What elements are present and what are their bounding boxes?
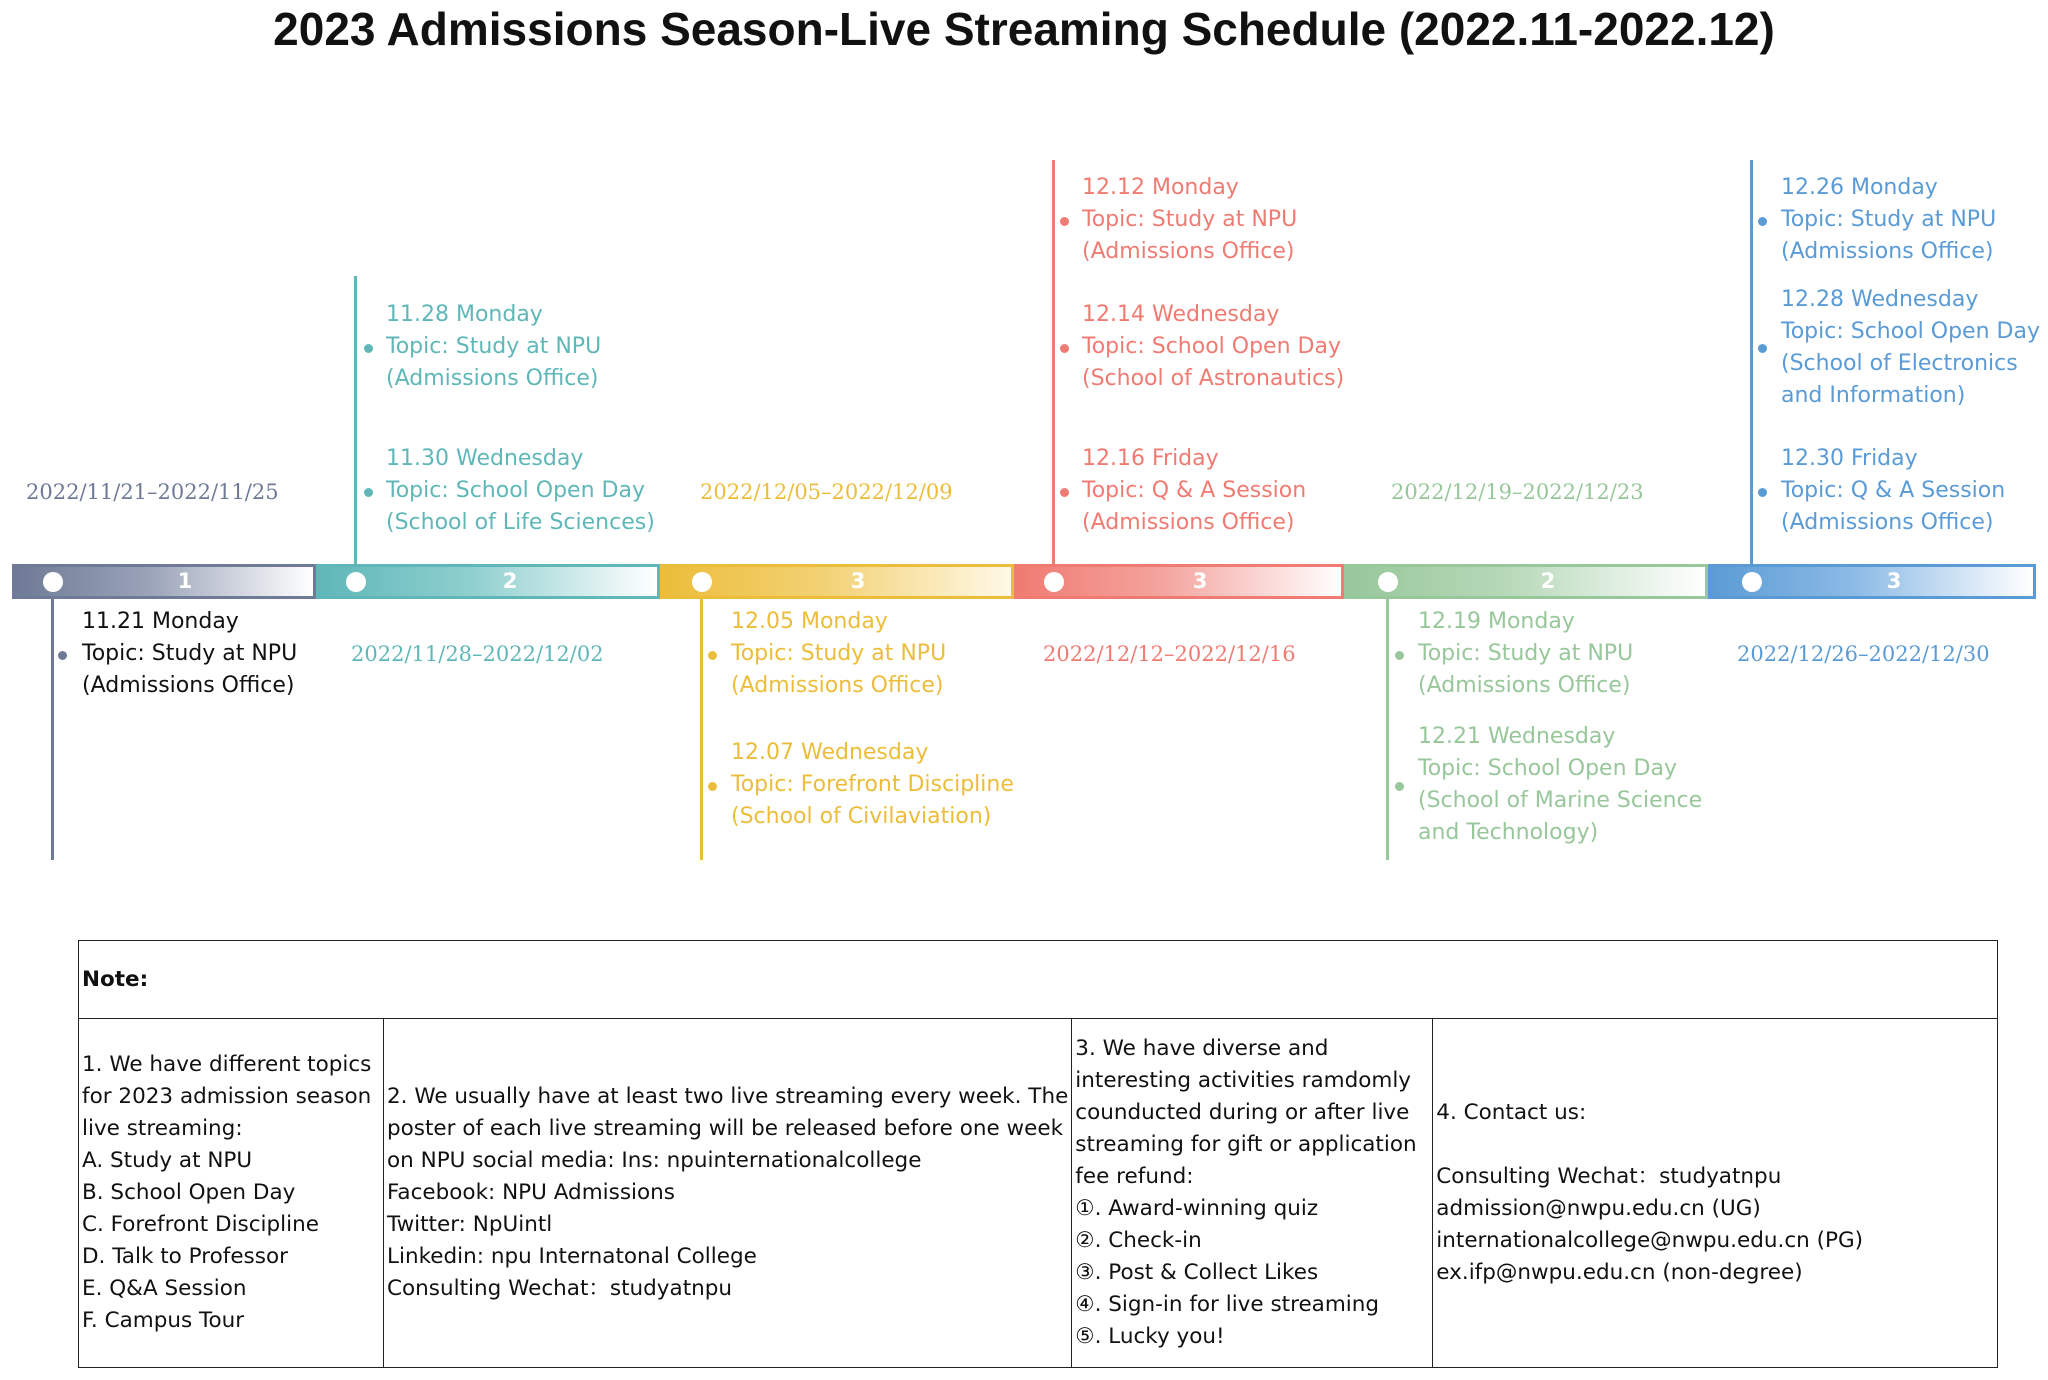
event-host: (Admissions Office) [82, 673, 295, 698]
note-line: live streaming: [82, 1116, 243, 1141]
week-number-2: 2 [502, 569, 518, 593]
event-12-14 [1082, 299, 1344, 395]
week-bar-2 [316, 564, 660, 599]
timeline-node-5 [1378, 572, 1398, 592]
event-day: 12.26 Monday [1781, 175, 1938, 200]
timeline-node-1 [43, 572, 63, 592]
bullet-dot [1395, 651, 1404, 660]
event-host: (School of Astronautics) [1082, 366, 1345, 391]
week-range-3: 2022/12/05–2022/12/09 [700, 480, 953, 504]
note-line: streaming for gift or application [1075, 1132, 1417, 1157]
bullet-dot [1060, 344, 1069, 353]
event-topic: Topic: Study at NPU [386, 334, 602, 359]
note-line: 1. We have different topics [82, 1052, 372, 1077]
event-day: 12.30 Friday [1781, 446, 1918, 471]
event-12-30 [1781, 443, 2005, 539]
note-topics [79, 1019, 384, 1368]
note-line: poster of each live streaming will be released before one week [387, 1116, 1064, 1141]
note-line: ②. Check-in [1075, 1228, 1202, 1253]
note-activities [1072, 1019, 1433, 1368]
connector-line-4 [1052, 160, 1055, 566]
connector-line-1 [51, 598, 54, 860]
event-day: 12.28 Wednesday [1781, 287, 1979, 312]
note-line: Consulting Wechat：studyatnpu [1436, 1164, 1782, 1189]
event-topic: Topic: Forefront Discipline [731, 772, 1014, 797]
event-day: 11.28 Monday [386, 302, 543, 327]
event-day: 11.21 Monday [82, 609, 239, 634]
bullet-dot [1060, 488, 1069, 497]
note-line: interesting activities ramdomly [1075, 1068, 1412, 1093]
event-12-12 [1082, 172, 1297, 268]
week-range-2: 2022/11/28–2022/12/02 [351, 642, 604, 666]
note-line: ①. Award-winning quiz [1075, 1196, 1319, 1221]
note-line: counducted during or after live [1075, 1100, 1410, 1125]
bullet-dot [1060, 217, 1069, 226]
event-topic: Topic: Study at NPU [82, 641, 298, 666]
week-number-3: 3 [850, 569, 866, 593]
event-host: (Admissions Office) [1781, 510, 1994, 535]
event-topic: Topic: School Open Day [1781, 319, 2040, 344]
note-line: on NPU social media: Ins: npuinternationalcollege [387, 1148, 922, 1173]
note-line: A. Study at NPU [82, 1148, 253, 1173]
event-host: (School of Electronics [1781, 351, 2018, 376]
note-line: 3. We have diverse and [1075, 1036, 1329, 1061]
note-line: Twitter: NpUintl [387, 1212, 553, 1237]
note-heading: Note: [79, 941, 1998, 1019]
event-11-21 [82, 606, 297, 702]
week-range-4: 2022/12/12–2022/12/16 [1043, 642, 1296, 666]
note-line: for 2023 admission season [82, 1084, 372, 1109]
event-host-continued: and Technology) [1418, 820, 1599, 845]
event-day: 12.12 Monday [1082, 175, 1239, 200]
bullet-dot [1758, 217, 1767, 226]
timeline-node-3 [692, 572, 712, 592]
event-day: 12.14 Wednesday [1082, 302, 1280, 327]
event-12-19 [1418, 606, 1633, 702]
event-topic: Topic: Study at NPU [1418, 641, 1634, 666]
bullet-dot [364, 344, 373, 353]
week-number-6: 3 [1886, 569, 1902, 593]
event-host: (School of Marine Science [1418, 788, 1703, 813]
note-schedule [384, 1019, 1072, 1368]
event-host: (School of Life Sciences) [386, 510, 655, 535]
bullet-dot [58, 651, 67, 660]
event-12-05 [731, 606, 946, 702]
event-topic: Topic: School Open Day [1418, 756, 1677, 781]
note-contact [1433, 1019, 1998, 1368]
event-host-continued: and Information) [1781, 383, 1966, 408]
timeline-node-4 [1044, 572, 1064, 592]
event-host: (Admissions Office) [1082, 239, 1295, 264]
note-line: F. Campus Tour [82, 1308, 245, 1333]
event-12-28 [1781, 284, 2040, 412]
event-topic: Topic: Study at NPU [731, 641, 947, 666]
bullet-dot [1395, 782, 1404, 791]
event-12-16 [1082, 443, 1306, 539]
event-topic: Topic: Q & A Session [1781, 478, 2006, 503]
note-line: D. Talk to Professor [82, 1244, 288, 1269]
event-topic: Topic: School Open Day [1082, 334, 1341, 359]
bullet-dot [1758, 488, 1767, 497]
bullet-dot [708, 782, 717, 791]
note-line: B. School Open Day [82, 1180, 296, 1205]
week-bar-3 [660, 564, 1014, 599]
event-12-07 [731, 737, 1014, 833]
note-line: admission@nwpu.edu.cn (UG) [1436, 1196, 1761, 1221]
week-range-5: 2022/12/19–2022/12/23 [1391, 480, 1644, 504]
note-line: E. Q&A Session [82, 1276, 247, 1301]
event-host: (Admissions Office) [386, 366, 599, 391]
event-12-26 [1781, 172, 1996, 268]
event-topic: Topic: Q & A Session [1082, 478, 1307, 503]
note-line [1436, 1129, 1994, 1161]
timeline-node-6 [1742, 572, 1762, 592]
week-range-1: 2022/11/21–2022/11/25 [26, 480, 279, 504]
week-number-1: 1 [177, 569, 193, 593]
week-number-4: 3 [1192, 569, 1208, 593]
event-topic: Topic: School Open Day [386, 478, 645, 503]
note-table [78, 940, 1998, 1368]
event-12-21 [1418, 721, 1702, 849]
note-line: ⑤. Lucky you! [1075, 1324, 1225, 1349]
connector-line-2 [354, 276, 357, 566]
connector-line-6 [1750, 160, 1753, 566]
note-line: ex.ifp@nwpu.edu.cn (non-degree) [1436, 1260, 1803, 1285]
bullet-dot [1758, 344, 1767, 353]
note-line: C. Forefront Discipline [82, 1212, 319, 1237]
week-bar-5 [1344, 564, 1708, 599]
bullet-dot [364, 488, 373, 497]
note-line: Consulting Wechat：studyatnpu [387, 1276, 733, 1301]
event-day: 12.16 Friday [1082, 446, 1219, 471]
note-line: fee refund: [1075, 1164, 1194, 1189]
event-day: 12.05 Monday [731, 609, 888, 634]
note-line: 2. We usually have at least two live streaming every week. The [387, 1084, 1069, 1109]
timeline-node-2 [346, 572, 366, 592]
event-host: (School of Civilaviation) [731, 804, 992, 829]
note-line: ④. Sign-in for live streaming [1075, 1292, 1380, 1317]
connector-line-5 [1386, 598, 1389, 860]
event-host: (Admissions Office) [1418, 673, 1631, 698]
note-line: Facebook: NPU Admissions [387, 1180, 675, 1205]
event-day: 12.07 Wednesday [731, 740, 929, 765]
event-host: (Admissions Office) [1082, 510, 1295, 535]
event-day: 11.30 Wednesday [386, 446, 584, 471]
page-title: 2023 Admissions Season-Live Streaming Schedule (2022.11-2022.12) [273, 3, 1775, 55]
event-host: (Admissions Office) [1781, 239, 1994, 264]
note-line: ③. Post & Collect Likes [1075, 1260, 1319, 1285]
event-day: 12.21 Wednesday [1418, 724, 1616, 749]
event-day: 12.19 Monday [1418, 609, 1575, 634]
event-11-28 [386, 299, 601, 395]
event-topic: Topic: Study at NPU [1082, 207, 1298, 232]
bullet-dot [708, 651, 717, 660]
event-host: (Admissions Office) [731, 673, 944, 698]
event-topic: Topic: Study at NPU [1781, 207, 1997, 232]
note-line: internationalcollege@nwpu.edu.cn (PG) [1436, 1228, 1864, 1253]
note-line: 4. Contact us: [1436, 1100, 1587, 1125]
note-line: Linkedin: npu Internatonal College [387, 1244, 757, 1269]
event-11-30 [386, 443, 655, 539]
week-range-6: 2022/12/26–2022/12/30 [1737, 642, 1990, 666]
connector-line-3 [700, 598, 703, 860]
week-number-5: 2 [1540, 569, 1556, 593]
